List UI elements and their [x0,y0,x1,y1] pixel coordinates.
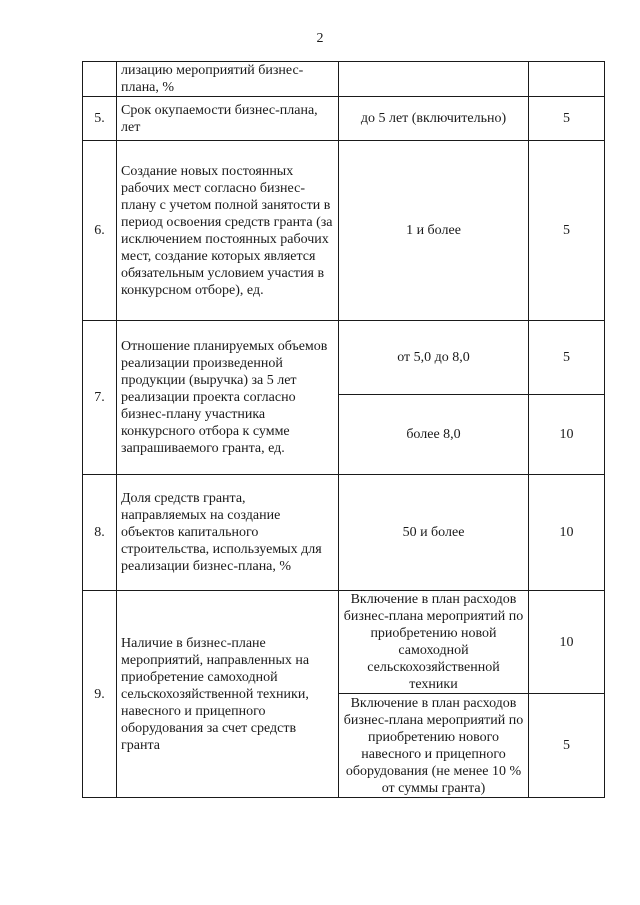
criterion-name: Создание новых постоянных рабочих мест согласно бизнес-плану с учетом полной занятости в период освоения средств гранта (за исключением постоянных рабочих мест, создание которых является обязательным условием участия в конкурсном отборе), ед. [117,141,339,321]
criterion-name: Доля средств гранта, направляемых на создание объектов капитального строительства, используемых для реализации бизнес-плана, % [117,475,339,591]
criterion-points: 5 [529,97,605,141]
criterion-points: 10 [529,395,605,475]
criterion-name: лизацию мероприятий бизнес-плана, % [117,62,339,97]
criterion-value: 50 и более [339,475,529,591]
table-row-9 [83,591,605,694]
criterion-value: Включение в план расходов бизнес-плана мероприятий по приобретению новой самоходной сельскохозяйственной техники [339,591,529,694]
table-row-continued [83,62,605,97]
criterion-value: более 8,0 [339,395,529,475]
criterion-points: 10 [529,475,605,591]
criteria-table [82,61,605,798]
criterion-number: 7. [83,321,117,475]
criterion-value: до 5 лет (включительно) [339,97,529,141]
criterion-name: Отношение планируемых объемов реализации произведенной продукции (выручка) за 5 лет реализации проекта согласно бизнес-плану участника конкурсного отбора к сумме запрашиваемого гранта, ед. [117,321,339,475]
criterion-value: от 5,0 до 8,0 [339,321,529,395]
criterion-name: Срок окупаемости бизнес-плана, лет [117,97,339,141]
criterion-name: Наличие в бизнес-плане мероприятий, направленных на приобретение самоходной сельскохозяйственной техники, навесного и прицепного оборудования за счет средств гранта [117,591,339,798]
table-row-8 [83,475,605,591]
criterion-points: 5 [529,694,605,798]
table-row-7 [83,321,605,395]
criterion-value [339,62,529,97]
criterion-value: Включение в план расходов бизнес-плана мероприятий по приобретению нового навесного и прицепного оборудования (не менее 10 % от суммы гранта) [339,694,529,798]
criterion-number: 8. [83,475,117,591]
criterion-number: 6. [83,141,117,321]
table-row-6 [83,141,605,321]
criterion-points [529,62,605,97]
criterion-number: 9. [83,591,117,798]
criterion-value: 1 и более [339,141,529,321]
criterion-points: 10 [529,591,605,694]
table-row-5 [83,97,605,141]
page-number: 2 [316,31,324,46]
criterion-number [83,62,117,97]
criterion-points: 5 [529,141,605,321]
criterion-number: 5. [83,97,117,141]
criterion-points: 5 [529,321,605,395]
